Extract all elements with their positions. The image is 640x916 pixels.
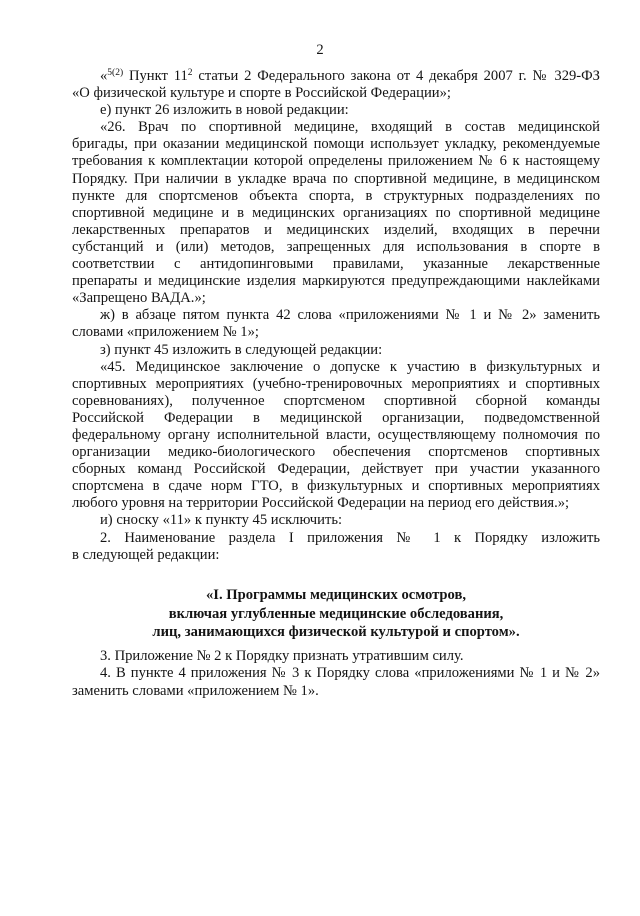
paragraph-line: соревнованиях), полученное спортсменом спортивной сборной команды bbox=[72, 392, 600, 409]
paragraph-line: соответствии с антидопинговыми правилами, указанные лекарственные bbox=[72, 256, 600, 273]
paragraph-line: сборных команд Российской Федерации, действует при участии указанного bbox=[72, 461, 600, 478]
paragraph-line: «О физической культуре и спорте в Российской Федерации»; bbox=[72, 85, 451, 102]
list-item-z: з) пункт 45 изложить в следующей редакции: bbox=[100, 341, 383, 358]
paragraph-line: препараты и медицинские изделия маркируются предупреждающими наклейками bbox=[72, 273, 600, 290]
point-3: 3. Приложение № 2 к Порядку признать утратившим силу. bbox=[100, 648, 464, 664]
list-item-i: и) сноску «11» к пункту 45 исключить: bbox=[100, 512, 343, 529]
paragraph-line: организации медико-биологического обеспечения спортсменов спортивных bbox=[72, 444, 600, 461]
point-2-line: в следующей редакции: bbox=[72, 546, 220, 563]
text-run: статьи 2 Федерального закона от 4 декабря 2007 г. № 329-ФЗ bbox=[192, 68, 600, 84]
superscript: 2 bbox=[187, 68, 193, 78]
paragraph-line: спортивной медицине и в медицинских организациях по спортивной медицине bbox=[72, 204, 600, 221]
paragraph-line: словами «приложением № 1»; bbox=[72, 324, 259, 341]
paragraph-line: спортивных мероприятиях (учебно-тренировочных мероприятиях и спортивных bbox=[72, 375, 600, 392]
page-number: 2 bbox=[316, 42, 324, 58]
paragraph-line: бригады, при оказании медицинской помощи использует укладку, рекомендуемые bbox=[72, 136, 600, 153]
paragraph-line: «Запрещено ВАДА.»; bbox=[72, 290, 206, 307]
paragraph-line: субстанций и (или) методов, запрещенных для использования в спорте в bbox=[72, 238, 600, 255]
paragraph-line: любого уровня на территории Российской Федерации на период его действия.»; bbox=[72, 495, 570, 512]
paragraph-line: Российской Федерации в медицинской организации, подведомственной bbox=[72, 409, 600, 426]
list-item-zh: ж) в абзаце пятом пункта 42 слова «приложениями № 1 и № 2» заменить bbox=[100, 307, 600, 324]
heading-line: «I. Программы медицинских осмотров, bbox=[205, 587, 467, 603]
heading-line: лиц, занимающихся физической культурой и спортом». bbox=[152, 624, 520, 641]
text-run: Пункт 11 bbox=[123, 68, 188, 84]
paragraph-line: федеральному органу исполнительной власти, осуществляющему полномочия по bbox=[72, 426, 600, 443]
paragraph-line: «45. Медицинское заключение о допуске к участию в физкультурных и bbox=[100, 358, 600, 375]
heading-line: включая углубленные медицинские обследования, bbox=[168, 605, 504, 622]
point-2-line: 2. Наименование раздела I приложения № 1 к Порядку изложить bbox=[100, 529, 600, 546]
paragraph-line: спортсмена в сдаче норм ГТО, в физкультурных и спортивных мероприятиях bbox=[72, 478, 600, 495]
open-quote: « bbox=[100, 68, 108, 84]
document-body bbox=[72, 68, 600, 564]
point-4-line: 4. В пункте 4 приложения № 3 к Порядку слова «приложениями № 1 и № 2» bbox=[100, 665, 600, 682]
paragraph-line: лекарственных препаратов и медицинских изделий, входящих в перечни bbox=[72, 221, 600, 238]
paragraph-line: требования к комплектации которой определены приложением № 6 к настоящему bbox=[72, 153, 600, 170]
footnote-ref: 5(2) bbox=[107, 68, 124, 78]
list-item-e: е) пункт 26 изложить в новой редакции: bbox=[100, 102, 349, 119]
paragraph-line: Порядку. При наличии в укладке врача по спортивной медицине, в медицинском bbox=[72, 170, 600, 187]
paragraph-line: «26. Врач по спортивной медицине, входящий в состав медицинской bbox=[100, 119, 600, 136]
section-heading bbox=[72, 586, 600, 642]
paragraph-line: пункте для спортсменов объекта спорта, в структурных подразделениях по bbox=[72, 187, 600, 204]
paragraph-line bbox=[72, 68, 600, 85]
point-4-line: заменить словами «приложением № 1». bbox=[72, 682, 319, 699]
closing-points bbox=[72, 648, 600, 700]
